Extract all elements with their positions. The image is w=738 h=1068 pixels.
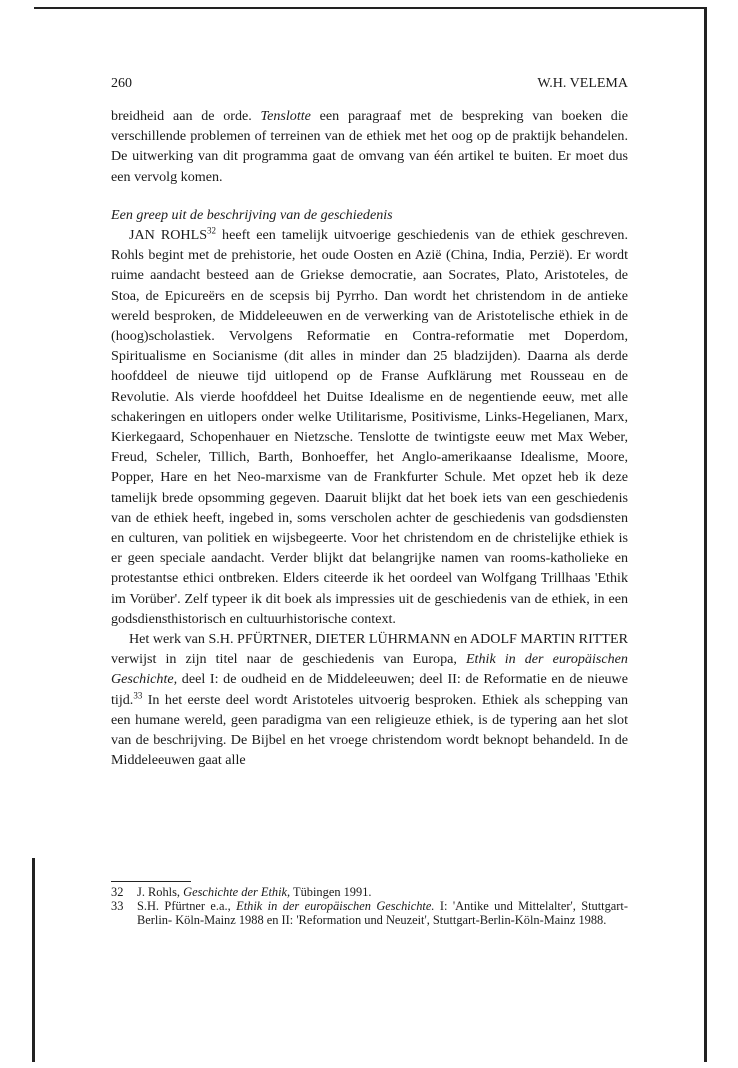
body-text <box>111 106 628 771</box>
paragraph-rohls: JAN ROHLS$^{32}$ heeft een tamelijk uitvoerige geschiedenis van de ethiek geschreven. Rohls begint met de prehistorie, het oude Oosten en Azië (China, India, Perzië). Er wordt ruime aandacht besteed aan de Griekse democratie, aan Socrates, Plato, Aristoteles, de Stoa, de Epicureërs en de scepsis bij Pyrrho. Dan wordt het christendom in de antieke wereld besproken, de Middeleeuwen en de verwerking van de Aristotelische ethiek in de (hoog)scholastiek. Vervolgens Reformatie en Contra-reformatie met Doperdom, Spiritualisme en Socianisme (dit alles in minder dan 25 bladzijden). Daarna als derde hoofddeel de nieuwe tijd uitlopend op de Franse Aufklärung met Rousseau en de Revolutie. Als vierde hoofddeel het Duitse Idealisme en de negentiende eeuw, met alle schakeringen en uitlopers onder welke Utilitarisme, Positivisme, Links-Hegelianen, Marx, Kierkegaard, Schopenhauer en Nietzsche. Tenslotte de twintigste eeuw met Max Weber, Freud, Scheler, Tillich, Barth, Bonhoeffer, het Anglo-amerikaanse Idealisme, Moore, Popper, Hare en het Neo-marxisme van de Frankfurter Schule. Met opzet heb ik deze tamelijk brede opsomming gegeven. Daaruit blijkt dat het boek iets van een geschiedenis van de ethiek heeft, ingebed in, soms verscholen achter de geschiedenis van godsdiensten en culturen, van politiek en wijsbegeerte. Voor het christendom en de christelijke ethiek is er geen speciale aandacht. Verder blijkt dat belangrijke namen van rooms-katholieke en protestantse ethici ontbreken. Elders citeerde ik het oordeel van Wolfgang Trillhaas 'Ethik im Vorüber'. Zelf typeer ik dit boek als impressies uit de geschiedenis van de ethiek, in een godsdiensthistorisch en cultuurhistorische context. <box>111 225 628 627</box>
page-number: 260 <box>111 76 132 91</box>
author-rohls: JAN ROHLS <box>129 227 208 244</box>
footnote-divider <box>111 881 191 882</box>
scan-border-right <box>704 7 707 1062</box>
book-title: Ethik in der europäischen Geschichte, <box>111 651 628 688</box>
scan-border-top <box>34 7 706 9</box>
footnote-number: 33 <box>111 899 124 913</box>
footnote-ref-32[interactable]: 32 <box>207 225 217 236</box>
footnote-32: 32 J. Rohls, Geschichte der Ethik, Tübingen 1991. <box>111 885 372 899</box>
section-subheading: Een greep uit de beschrijving van de geschiedenis <box>111 206 393 223</box>
paragraph-pfurtner: Het werk van S.H. PFÜRTNER, DIETER LÜHRMANN en ADOLF MARTIN RITTER verwijst in zijn titel naar de geschiedenis van Europa, Ethik in der europäischen Geschichte, deel I: de oudheid en de Middeleeuwen; deel II: de Reformatie en de nieuwe tijd.$^{33}$ In het eerste deel wordt Aristoteles uitvoerig besproken. Ethiek als schepping van een humane wereld, geen paradigma van een religieuze ethiek, is de typering aan het slot van de beschrijving. De Bijbel en het vroege christendom wordt beknopt behandeld. In de Middeleeuwen gaat alle <box>111 631 628 769</box>
footnotes <box>111 885 628 927</box>
page-header <box>111 76 628 96</box>
footnote-ref-33[interactable]: 33 <box>133 690 143 700</box>
scan-border-left <box>32 858 35 1062</box>
intro-paragraph: breidheid aan de orde. Tenslotte een paragraaf met de bespreking van boeken die verschillende problemen of terreinen van de ethiek met het oog op de praktijk behandelen. De uitwerking van dit programma gaat de omvang van één artikel te buiten. Er moet dus een vervolg komen. <box>111 108 629 185</box>
footnote-number: 32 <box>111 885 124 899</box>
emphasis-tenslotte: Tenslotte <box>260 108 311 124</box>
footnote-33: 33 S.H. Pfürtner e.a., Ethik in der europäischen Geschichte. I: 'Antike und Mittelalter', Stuttgart-Berlin- Köln-Mainz 1988 en II: 'Reformation und Neuzeit', Stuttgart-Berlin-Köln-Mainz 1988. <box>111 899 628 927</box>
running-head: W.H. VELEMA <box>537 76 628 91</box>
